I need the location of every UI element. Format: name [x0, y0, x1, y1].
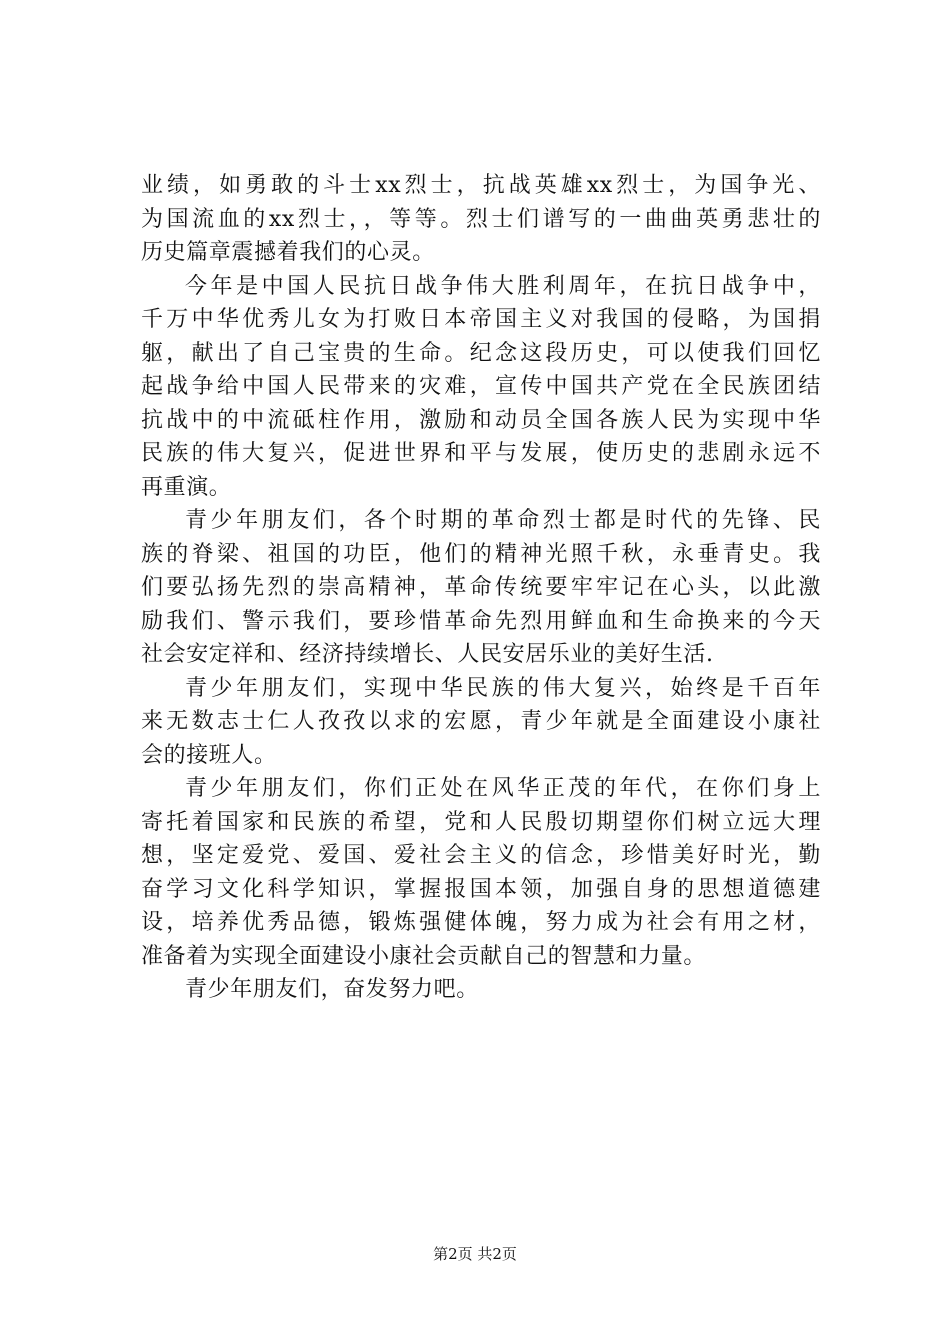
text-line: 再重演。	[141, 474, 232, 500]
body-text	[141, 169, 821, 1007]
text-line: 民族的伟大复兴，促进世界和平与发展，使历史的悲剧永远不	[141, 441, 821, 466]
paragraph-first-line: 青少年朋友们，实现中华民族的伟大复兴，始终是千百年	[185, 675, 821, 701]
text-line: 千万中华优秀儿女为打败日本帝国主义对我国的侵略，为国捐	[141, 307, 821, 332]
text-line: 奋学习文化科学知识，掌握报国本领，加强自身的思想道德建	[141, 876, 821, 902]
paragraph-first-line: 青少年朋友们，你们正处在风华正茂的年代，在你们身上	[185, 776, 821, 801]
text-line: 族的脊梁、祖国的功臣，他们的精神光照千秋，永垂青史。我	[141, 541, 821, 567]
text-line: 励我们、警示我们，要珍惜革命先烈用鲜血和生命换来的今天	[141, 608, 821, 634]
paragraph-first-line: 青少年朋友们，奋发努力吧。	[185, 977, 479, 1002]
text-line: 寄托着国家和民族的希望，党和人民殷切期望你们树立远大理	[141, 809, 821, 835]
text-line: 们要弘扬先烈的崇高精神，革命传统要牢牢记在心头，以此激	[141, 575, 821, 600]
text-line: 来无数志士仁人孜孜以求的宏愿，青少年就是全面建设小康社	[141, 709, 821, 734]
text-line: 躯，献出了自己宝贵的生命。纪念这段历史，可以使我们回忆	[141, 340, 821, 366]
text-line: 历史篇章震撼着我们的心灵。	[141, 240, 435, 265]
page-indicator: 第2页 共2页	[433, 1245, 517, 1263]
text-line: 为国流血的xx烈士，，等等。烈士们谱写的一曲曲英勇悲壮的	[141, 206, 821, 232]
text-line: 起战争给中国人民带来的灾难，宣传中国共产党在全民族团结	[141, 374, 821, 399]
text-line: 想，坚定爱党、爱国、爱社会主义的信念，珍惜美好时光，勤	[141, 843, 821, 868]
page-footer	[0, 1243, 950, 1265]
paragraph-first-line: 今年是中国人民抗日战争伟大胜利周年，在抗日战争中，	[185, 273, 821, 299]
text-line: 社会安定祥和、经济持续增长、人民安居乐业的美好生活.	[141, 642, 714, 667]
text-line: 设，培养优秀品德，锻炼强健体魄，努力成为社会有用之材，	[141, 910, 821, 935]
paragraph-first-line: 青少年朋友们，各个时期的革命烈士都是时代的先锋、民	[185, 508, 821, 533]
text-line: 抗战中的中流砥柱作用，激励和动员全国各族人民为实现中华	[141, 407, 821, 433]
text-line: 业绩，如勇敢的斗士xx烈士，抗战英雄xx烈士，为国争光、	[141, 173, 821, 198]
text-line: 准备着为实现全面建设小康社会贡献自己的智慧和力量。	[141, 943, 707, 969]
text-line: 会的接班人。	[141, 742, 277, 768]
